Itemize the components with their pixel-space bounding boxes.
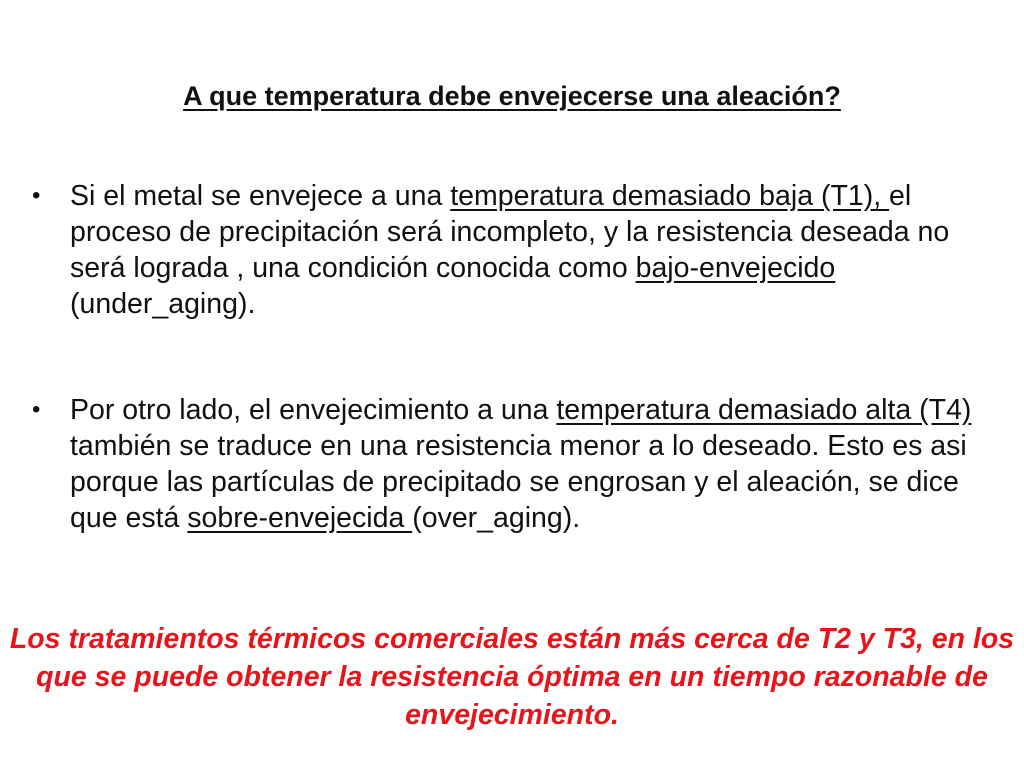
- bullet-text: (under_aging).: [70, 288, 256, 320]
- underlined-term: temperatura demasiado baja (T1),: [450, 180, 890, 212]
- bullet-over-aging: [28, 392, 988, 536]
- bullet-text: (over_aging).: [412, 502, 581, 534]
- conclusion-text: Los tratamientos térmicos comerciales están más cerca de T2 y T3, en los que se puede obtener la resistencia óptima en un tiempo razonable de envejecimiento.: [9, 623, 1015, 731]
- underlined-term: temperatura demasiado alta (T4): [556, 394, 972, 426]
- slide-title: A que temperatura debe envejecerse una aleación?: [183, 81, 841, 111]
- bullet-text: también se traduce en una resistencia menor a lo deseado. Esto es asi porque las partículas de precipitado se engrosan y el aleación, se dice que está: [70, 430, 967, 534]
- bullet-text: el proceso de precipitación será incompleto, y la resistencia deseada no será lograda , una condición conocida como: [70, 180, 950, 284]
- bullet-dot: •: [32, 396, 41, 423]
- bullet-text: Si el metal se envejece a una: [70, 180, 451, 212]
- bullet-under-aging: [28, 178, 988, 322]
- bullet-dot: •: [32, 182, 41, 209]
- underlined-term: sobre-envejecida: [187, 502, 413, 534]
- underlined-term: bajo-envejecido: [635, 252, 836, 284]
- bullet-text: Por otro lado, el envejecimiento a una: [70, 394, 557, 426]
- bullet-list: [28, 178, 988, 536]
